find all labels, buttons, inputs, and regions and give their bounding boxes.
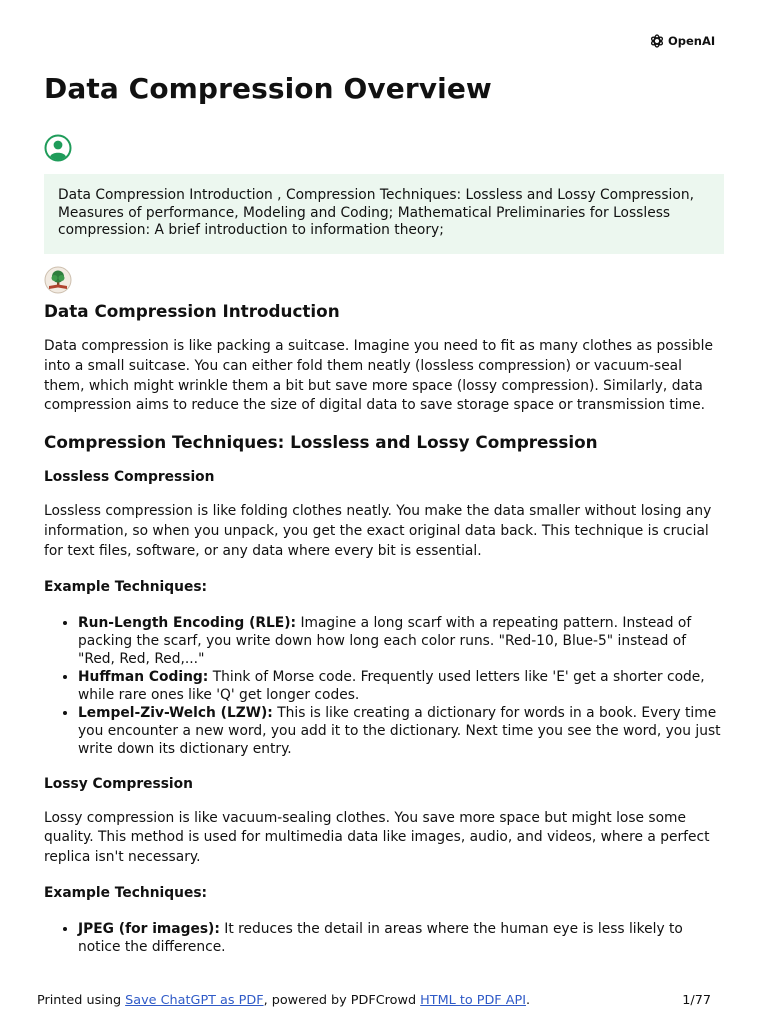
intro-heading: Data Compression Introduction [44,301,340,321]
lossy-paragraph: Lossy compression is like vacuum-sealing clothes. You save more space but might lose some quality. This method is used for multimedia data like images, audio, and videos, where a perfect replica isn't necessary. [44,809,710,866]
lossless-paragraph: Lossless compression is like folding clothes neatly. You make the data smaller without losing any information, so when you unpack, you get the exact original data back. This technique is crucial for text files, software, or any data where every bit is essential. [44,503,712,559]
lossless-examples-heading: Example Techniques: [44,578,208,595]
list-item-text: This is like creating a dictionary for words in a book. Every time you encounter a new word, you add it to the dictionary. Next time you see the word, you just write down its dictionary entry. [78,704,721,757]
footer-suffix: . [525,993,531,1008]
html-to-pdf-api-link[interactable]: HTML to PDF API [420,993,526,1008]
techniques-heading: Compression Techniques: Lossless and Lossy Compression [44,432,598,453]
user-avatar-icon [44,134,72,162]
openai-knot-icon [649,33,665,49]
list-item-term: Huffman Coding: [78,668,209,685]
list-item [78,614,726,668]
footer-middle: , powered by PDFCrowd [263,993,421,1008]
lossless-heading: Lossless Compression [44,469,215,486]
brand-name: OpenAI [668,34,716,48]
save-chatgpt-pdf-link[interactable]: Save ChatGPT as PDF [125,993,264,1008]
list-item-text: It reduces the detail in areas where the human eye is less likely to notice the difference. [78,920,683,955]
print-footer [37,993,711,1008]
openai-logo [649,33,715,49]
list-item [78,668,726,704]
page-title: Data Compression Overview [44,72,492,105]
page-number: 1/77 [682,993,711,1008]
user-prompt-box: Data Compression Introduction , Compression Techniques: Lossless and Lossy Compression, Measures of performance, Modeling and Coding; Mathematical Preliminaries for Lossless compression: A brief introduction to information theory; [44,174,724,254]
list-item [78,920,726,956]
assistant-avatar-icon [44,266,72,294]
lossy-heading: Lossy Compression [44,775,193,792]
footer-prefix: Printed using [37,993,126,1008]
list-item-term: JPEG (for images): [78,920,220,937]
list-item-term: Lempel-Ziv-Welch (LZW): [78,704,273,721]
assistant-response [44,300,726,956]
lossy-examples-list [44,920,726,956]
lossless-examples-list [44,614,726,758]
lossy-examples-heading: Example Techniques: [44,884,208,901]
list-item-text: Imagine a long scarf with a repeating pattern. Instead of packing the scarf, you write down how long each color runs. "Red-10, Blue-5" instead of "Red, Red, Red,..." [78,614,692,667]
list-item-text: Think of Morse code. Frequently used letters like 'E' get a shorter code, while rare ones like 'Q' get longer codes. [78,668,705,703]
list-item [78,704,726,758]
intro-paragraph: Data compression is like packing a suitcase. Imagine you need to fit as many clothes as possible into a small suitcase. You can either fold them neatly (lossless compression) or vacuum-seal them, which might wrinkle them a bit but save more space (lossy compression). Similarly, data compression aims to reduce the size of digital data to save storage space or transmission time. [44,338,713,414]
list-item-term: Run-Length Encoding (RLE): [78,614,297,631]
